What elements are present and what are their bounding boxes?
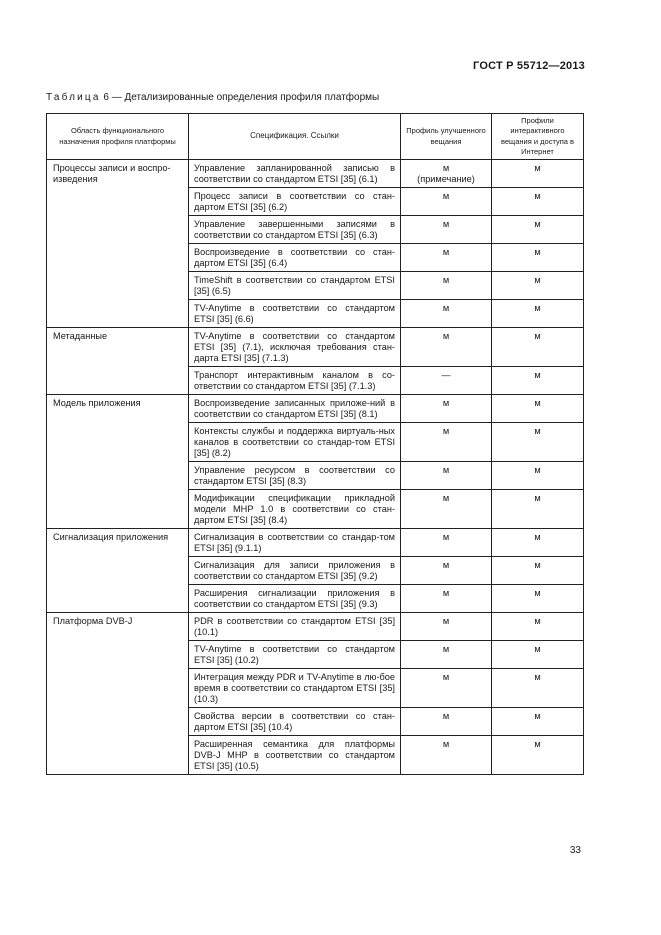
cell-interactive-profile: м	[492, 300, 584, 328]
cell-specification: Управление завершенными записями в соответствии со стандартом ETSI [35] (6.3)	[189, 216, 401, 244]
cell-enhanced-profile: м	[401, 244, 492, 272]
cell-enhanced-profile: —	[401, 367, 492, 395]
cell-interactive-profile: м	[492, 708, 584, 736]
cell-specification: Сигнализация в соответствии со стандар-том ETSI [35] (9.1.1)	[189, 529, 401, 557]
table-row	[47, 395, 584, 423]
cell-enhanced-profile: м	[401, 585, 492, 613]
table-caption-lead: Таблица	[46, 92, 101, 103]
cell-enhanced-profile: м	[401, 529, 492, 557]
cell-interactive-profile: м	[492, 395, 584, 423]
cell-enhanced-profile: м	[401, 736, 492, 775]
cell-specification: Управление ресурсом в соответствии со стандартом ETSI [35] (8.3)	[189, 462, 401, 490]
cell-enhanced-profile: м	[401, 462, 492, 490]
cell-specification: Сигнализация для записи приложения в соответствии со стандартом ETSI [35] (9.2)	[189, 557, 401, 585]
cell-interactive-profile: м	[492, 328, 584, 367]
cell-interactive-profile: м	[492, 216, 584, 244]
cell-specification: Управление запланированной записью в соответствии со стандартом ETSI [35] (6.1)	[189, 160, 401, 188]
cell-enhanced-profile: м	[401, 395, 492, 423]
table-caption-number: 6	[103, 92, 109, 103]
cell-interactive-profile: м	[492, 669, 584, 708]
cell-enhanced-profile: м	[401, 613, 492, 641]
cell-interactive-profile: м	[492, 529, 584, 557]
cell-enhanced-profile: м	[401, 300, 492, 328]
cell-interactive-profile: м	[492, 585, 584, 613]
cell-interactive-profile: м	[492, 613, 584, 641]
cell-enhanced-profile: м	[401, 641, 492, 669]
cell-enhanced-profile: м	[401, 708, 492, 736]
cell-specification: Процесс записи в соответствии со стан-дартом ETSI [35] (6.2)	[189, 188, 401, 216]
cell-specification: Интеграция между PDR и TV-Anytime в лю-бое время в соответствии со стандартом ETSI [35] (10.3)	[189, 669, 401, 708]
cell-specification: Воспроизведение в соответствии со стан-дартом ETSI [35] (6.4)	[189, 244, 401, 272]
table-row	[47, 613, 584, 641]
cell-interactive-profile: м	[492, 188, 584, 216]
cell-specification: Расширения сигнализации приложения в соответствии со стандартом ETSI [35] (9.3)	[189, 585, 401, 613]
document-standard-number: ГОСТ Р 55712—2013	[473, 60, 585, 72]
cell-specification: PDR в соответствии со стандартом ETSI [35] (10.1)	[189, 613, 401, 641]
cell-specification: Транспорт интерактивным каналом в со-ответствии со стандартом ETSI [35] (7.1.3)	[189, 367, 401, 395]
cell-specification: TV-Anytime в соответствии со стандартом ETSI [35] (10.2)	[189, 641, 401, 669]
cell-functional-area: Сигнализация приложения	[47, 529, 189, 613]
cell-specification: TV-Anytime в соответствии со стандартом ETSI [35] (6.6)	[189, 300, 401, 328]
cell-specification: Расширенная семантика для платформы DVB-J MHP в соответствии со стандартом ETSI [35] (10.5)	[189, 736, 401, 775]
cell-specification: Воспроизведение записанных приложе-ний в соответствии со стандартом ETSI [35] (8.1)	[189, 395, 401, 423]
table-caption	[46, 92, 379, 103]
cell-interactive-profile: м	[492, 244, 584, 272]
column-header-enhanced: Профиль улучшенного вещания	[401, 114, 492, 160]
cell-enhanced-profile: м (примечание)	[401, 160, 492, 188]
table-row	[47, 160, 584, 188]
cell-enhanced-profile: м	[401, 188, 492, 216]
cell-enhanced-profile: м	[401, 328, 492, 367]
page-number: 33	[569, 845, 581, 856]
cell-interactive-profile: м	[492, 367, 584, 395]
cell-interactive-profile: м	[492, 490, 584, 529]
cell-enhanced-profile: м	[401, 272, 492, 300]
cell-enhanced-profile: м	[401, 557, 492, 585]
cell-interactive-profile: м	[492, 423, 584, 462]
cell-specification: Модификации спецификации прикладной модели MHP 1.0 в соответствии со стан-дартом ETSI [35] (8.4)	[189, 490, 401, 529]
cell-specification: TV-Anytime в соответствии со стандартом ETSI [35] (7.1), исключая требования стан-дарта ETSI [35] (7.1.3)	[189, 328, 401, 367]
cell-enhanced-profile: м	[401, 423, 492, 462]
platform-profile-table	[46, 113, 584, 775]
table-row	[47, 529, 584, 557]
cell-enhanced-profile: м	[401, 216, 492, 244]
cell-interactive-profile: м	[492, 736, 584, 775]
column-header-area: Область функционального назначения профиля платформы	[47, 114, 189, 160]
cell-enhanced-profile: м	[401, 669, 492, 708]
cell-functional-area: Метаданные	[47, 328, 189, 395]
cell-functional-area: Платформа DVB-J	[47, 613, 189, 775]
cell-functional-area: Процессы записи и воспро-изведения	[47, 160, 189, 328]
table-caption-text: — Детализированные определения профиля платформы	[108, 92, 380, 103]
cell-specification: TimeShift в соответствии со стандартом ETSI [35] (6.5)	[189, 272, 401, 300]
cell-functional-area: Модель приложения	[47, 395, 189, 529]
cell-interactive-profile: м	[492, 641, 584, 669]
cell-specification: Контексты службы и поддержка виртуаль-ных каналов в соответствии со стандар-том ETSI [35] (8.2)	[189, 423, 401, 462]
table-header-row	[47, 114, 584, 160]
cell-interactive-profile: м	[492, 557, 584, 585]
cell-specification: Свойства версии в соответствии со стан-дартом ETSI [35] (10.4)	[189, 708, 401, 736]
cell-interactive-profile: м	[492, 462, 584, 490]
table-row	[47, 328, 584, 367]
cell-interactive-profile: м	[492, 160, 584, 188]
column-header-interactive: Профили интерактивного вещания и доступа в Интернет	[492, 114, 584, 160]
cell-enhanced-profile: м	[401, 490, 492, 529]
column-header-spec: Спецификация. Ссылки	[189, 114, 401, 160]
cell-interactive-profile: м	[492, 272, 584, 300]
